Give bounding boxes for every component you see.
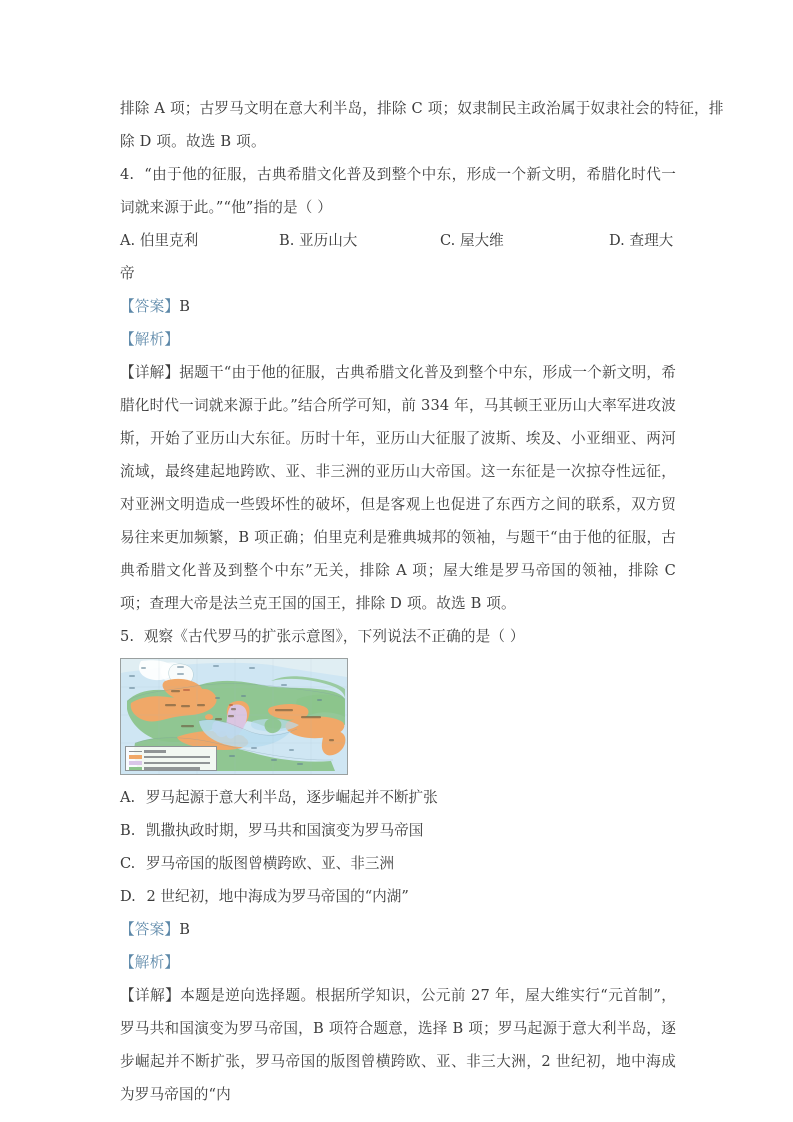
question-5-stem	[120, 620, 676, 653]
question-4-number: 4.	[120, 166, 135, 183]
question-5-option-b[interactable]	[120, 814, 676, 847]
question-5-detail	[120, 979, 676, 1111]
question-5-option-a[interactable]	[120, 781, 676, 814]
question-4-options	[120, 224, 676, 257]
legend-swatch-orange	[129, 755, 142, 758]
legend-swatch-purple	[129, 761, 142, 764]
carryover-line-2: 除 D 项。故选 B 项。	[120, 133, 266, 150]
legend-text-4	[144, 767, 200, 770]
question-4-answer-row	[120, 290, 676, 323]
map-legend-row-1	[129, 749, 213, 754]
question-4-answer-value: B	[179, 298, 191, 315]
roman-expansion-map	[120, 658, 348, 775]
question-4-option-c[interactable]	[440, 224, 504, 257]
legend-text-2	[144, 756, 210, 759]
question-4-detail	[120, 356, 676, 620]
question-5-option-c[interactable]	[120, 847, 676, 880]
question-5-answer-value: B	[179, 921, 191, 938]
option-a-label: A.	[120, 789, 136, 806]
legend-swatch-boundary	[129, 751, 142, 752]
question-5-detail-text: 本题是逆向选择题。根据所学知识，公元前 27 年，屋大维实行“元首制”，罗马共和国演变为罗马帝国，B 项符合题意，选择 B 项；罗马起源于意大利半岛，逐步崛起并不断扩张，罗马帝国的版图曾横跨欧、亚、非三大洲，2 世纪初，地中海成为罗马帝国的“内	[120, 987, 676, 1103]
question-4-stem-text: “由于他的征服，古典希腊文化普及到整个中东，形成一个新文明，希腊化时代一词就来源于此。”“他”指的是（ ）	[120, 166, 676, 216]
carryover-line-1: 排除 A 项；古罗马文明在意大利半岛，排除 C 项；奴隶制民主政治属于奴隶社会的特征，排	[120, 100, 724, 117]
map-legend	[125, 746, 217, 771]
option-b-label: B.	[279, 232, 295, 249]
question-4-option-d-wrap: 帝	[120, 265, 135, 282]
option-d-label: D.	[120, 888, 136, 905]
answer-label: 【答案】	[120, 298, 180, 315]
option-a-label: A.	[120, 232, 136, 249]
question-5-stem-text: 观察《古代罗马的扩张示意图》，下列说法不正确的是（ ）	[143, 628, 525, 645]
question-4-option-b[interactable]	[279, 224, 357, 257]
question-5-option-d[interactable]	[120, 880, 676, 913]
legend-text-1	[144, 750, 166, 753]
option-b-text: 凯撒执政时期，罗马共和国演变为罗马帝国	[146, 822, 424, 839]
option-c-label: C.	[120, 855, 136, 872]
detail-label: 【详解】	[120, 987, 181, 1004]
option-a-text: 罗马起源于意大利半岛，逐步崛起并不断扩张	[145, 789, 438, 806]
option-b-text: 亚历山大	[299, 232, 358, 249]
question-4-analysis-label: 【解析】	[120, 331, 180, 348]
option-c-text: 屋大维	[459, 232, 504, 249]
question-4-stem	[120, 158, 676, 224]
question-5-analysis-label: 【解析】	[120, 954, 180, 971]
map-legend-row-4	[129, 766, 213, 771]
option-c-label: C.	[440, 232, 456, 249]
question-4-option-d[interactable]	[609, 224, 673, 257]
question-5-figure	[120, 658, 348, 775]
answer-label: 【答案】	[120, 921, 180, 938]
map-legend-row-3	[129, 761, 213, 766]
option-d-text: 查理大	[629, 232, 674, 249]
question-4-detail-text: 据题干“由于他的征服，古典希腊文化普及到整个中东，形成一个新文明，希腊化时代一词就来源于此。”结合所学可知，前 334 年，马其顿王亚历山大率军进攻波斯，开始了亚历山大东征。历时十年，亚历山大征服了波斯、埃及、小亚细亚、两河流域，最终建起地跨欧、亚、非三洲的亚历山大帝国。这一东征是一次掠夺性远征，对亚洲文明造成一些毁坏性的破坏，但是客观上也促进了东西方之间的联系，双方贸易往来更加频繁，B 项正确；伯里克利是雅典城邦的领袖，与题干“由于他的征服，古典希腊文化普及到整个中东”无关，排除 A 项；屋大维是罗马帝国的领袖，排除 C 项；查理大帝是法兰克王国的国王，排除 D 项。故选 B 项。	[120, 364, 676, 612]
option-a-text: 伯里克利	[139, 232, 199, 249]
detail-label: 【详解】	[120, 364, 180, 381]
map-legend-row-2	[129, 755, 213, 760]
option-b-label: B.	[120, 822, 136, 839]
legend-swatch-green	[129, 767, 142, 770]
option-d-text: 2 世纪初，地中海成为罗马帝国的“内湖”	[146, 888, 409, 905]
legend-text-3	[144, 762, 210, 765]
question-4-option-a[interactable]	[120, 224, 198, 257]
question-5-answer-row	[120, 913, 676, 946]
page-content	[120, 92, 724, 1111]
question-5-number: 5.	[120, 628, 135, 645]
option-c-text: 罗马帝国的版图曾横跨欧、亚、非三洲	[145, 855, 395, 872]
option-d-label: D.	[609, 232, 625, 249]
